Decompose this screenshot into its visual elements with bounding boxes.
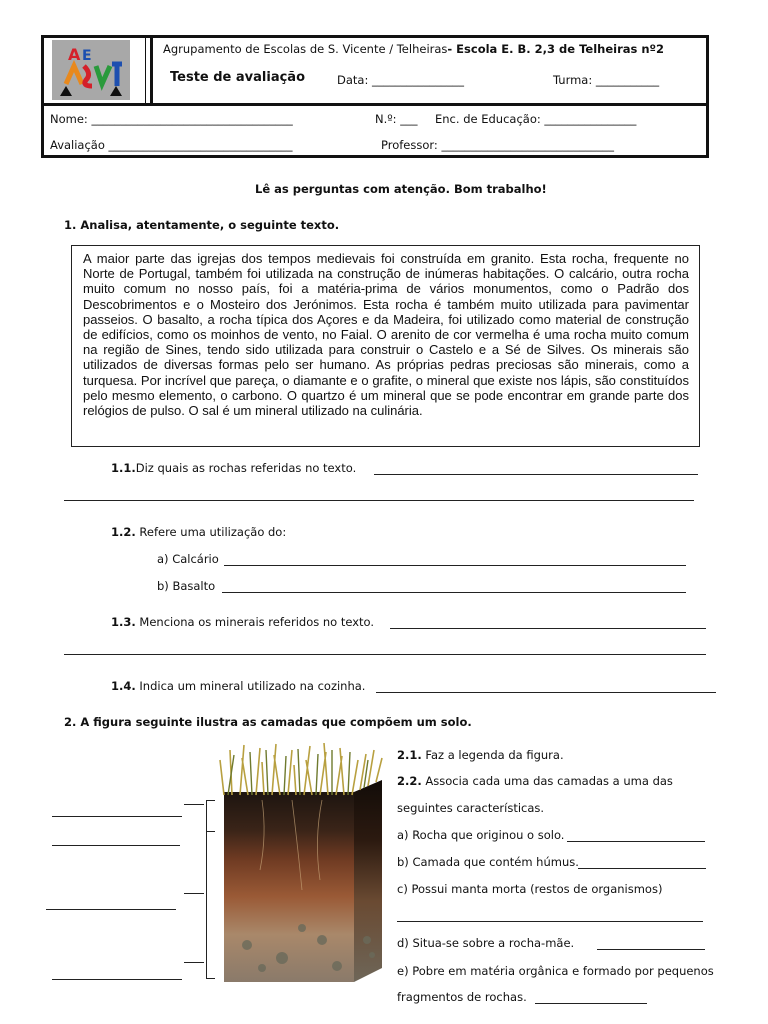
date-field[interactable]: Data: ________________ xyxy=(337,73,464,87)
q1-1-text: Diz quais as rochas referidas no texto. xyxy=(135,461,357,475)
svg-text:A: A xyxy=(68,45,81,64)
q1-1-answer-line[interactable] xyxy=(374,474,698,475)
svg-text:E: E xyxy=(82,48,92,64)
q2-2e-2: fragmentos de rochas. xyxy=(397,990,527,1004)
test-title: Teste de avaliação xyxy=(170,70,306,85)
q1-4-text: Indica um mineral utilizado na cozinha. xyxy=(139,679,366,693)
q2-1 xyxy=(397,748,564,762)
soil-profile-image xyxy=(202,740,392,990)
q1-2-number: 1.2. xyxy=(111,525,136,539)
evaluation-field[interactable]: Avaliação ________________________________ xyxy=(50,138,293,152)
q2-2c: c) Possui manta morta (restos de organismos) xyxy=(397,882,663,896)
legend-line-4[interactable] xyxy=(52,979,182,980)
q1-2a-answer-line[interactable] xyxy=(224,565,686,566)
reading-text: A maior parte das igrejas dos tempos medievais foi construída em granito. Esta rocha, frequente no Norte de Portugal, também foi utilizada na construção de inúmeras habitações. O calcário, outra rocha muito comum no nosso país, foi a matéria-prima de vários monumentos, como o Padrão dos Descobrimentos e o Mosteiro dos Jerónimos. Esta rocha é também muito utilizada para pavimentar passeios. O basalto, a rocha típica dos Açores e da Madeira, foi utilizado como material de construção de edifícios, como os moinhos de vento, no Faial. O arenito de cor vermelha é uma rocha muito comum na região de Sines, tendo sido utilizada para construir o Castelo e a Sé de Silves. Os minerais são utilizados de diversas formas pelo ser humano. As próprias pedras preciosas são minerais, como a turquesa. Por incrível que pareça, o diamante e o grafite, o mineral que existe nos lápis, são constituídos pelo mesmo elemento, o carbono. O quartzo é um mineral que se pode encontrar em grande parte dos relógios de pulso. O sal é um mineral utilizado na culinária. xyxy=(71,245,700,447)
q2-1-number: 2.1. xyxy=(397,748,422,762)
q2-2b-answer-line[interactable] xyxy=(578,868,706,869)
q2-2e-answer-line[interactable] xyxy=(535,1003,647,1004)
q2-title: 2. A figura seguinte ilustra as camadas que compõem um solo. xyxy=(64,715,472,729)
q2-2-text-2: seguintes características. xyxy=(397,801,545,815)
q2-2b: b) Camada que contém húmus. xyxy=(397,855,579,869)
q1-1 xyxy=(111,461,356,475)
q1-1-number: 1.1. xyxy=(111,461,136,475)
class-field[interactable]: Turma: ___________ xyxy=(553,73,660,87)
school-logo xyxy=(52,40,130,100)
legend-line-2[interactable] xyxy=(52,845,180,846)
q1-2 xyxy=(111,525,286,539)
intro-text: Lê as perguntas com atenção. Bom trabalho! xyxy=(255,182,547,196)
header-divider xyxy=(41,103,709,106)
pointer-3 xyxy=(184,962,204,963)
q1-3 xyxy=(111,615,374,629)
q2-2a: a) Rocha que originou o solo. xyxy=(397,828,565,842)
q1-4-answer-line[interactable] xyxy=(376,692,716,693)
q2-1-text: Faz a legenda da figura. xyxy=(425,748,564,762)
q1-2a: a) Calcário xyxy=(157,552,219,566)
logo-divider-thin xyxy=(145,37,146,104)
q2-2 xyxy=(397,774,673,788)
bracket-layer-1 xyxy=(206,800,215,832)
number-field[interactable]: N.º: ___ xyxy=(375,112,418,126)
legend-line-1[interactable] xyxy=(52,816,182,817)
q2-2a-answer-line[interactable] xyxy=(567,841,705,842)
q1-title: 1. Analisa, atentamente, o seguinte texto. xyxy=(64,218,340,232)
name-field[interactable]: Nome: ___________________________________ xyxy=(50,112,293,126)
q2-2d: d) Situa-se sobre a rocha-mãe. xyxy=(397,936,575,950)
q1-2b-answer-line[interactable] xyxy=(222,592,686,593)
guardian-field[interactable]: Enc. de Educação: ________________ xyxy=(435,112,637,126)
school-group: Agrupamento de Escolas de S. Vicente / Telheiras xyxy=(163,42,448,56)
q2-2e-1: e) Pobre em matéria orgânica e formado por pequenos xyxy=(397,964,714,978)
q2-2d-answer-line[interactable] xyxy=(597,949,705,950)
q1-3-text: Menciona os minerais referidos no texto. xyxy=(139,615,375,629)
school-name: - Escola E. B. 2,3 de Telheiras nº2 xyxy=(447,42,665,56)
q1-3-answer-line-2[interactable] xyxy=(64,654,706,655)
teacher-field[interactable]: Professor: ______________________________ xyxy=(381,138,614,152)
pointer-1 xyxy=(184,804,204,805)
legend-line-3[interactable] xyxy=(46,909,176,910)
header-line-1 xyxy=(163,42,664,56)
pointer-2 xyxy=(184,893,204,894)
bracket-layer-2 xyxy=(206,830,215,979)
q1-4 xyxy=(111,679,365,693)
q2-2-number: 2.2. xyxy=(397,774,422,788)
q1-1-answer-line-2[interactable] xyxy=(64,500,694,501)
q1-3-answer-line[interactable] xyxy=(390,628,706,629)
q1-3-number: 1.3. xyxy=(111,615,136,629)
q2-2-text-1: Associa cada uma das camadas a uma das xyxy=(425,774,673,788)
q1-2-text: Refere uma utilização do: xyxy=(139,525,287,539)
q1-2b: b) Basalto xyxy=(157,579,216,593)
logo-divider xyxy=(150,37,153,104)
q1-4-number: 1.4. xyxy=(111,679,136,693)
q2-2c-answer-line[interactable] xyxy=(397,921,703,922)
